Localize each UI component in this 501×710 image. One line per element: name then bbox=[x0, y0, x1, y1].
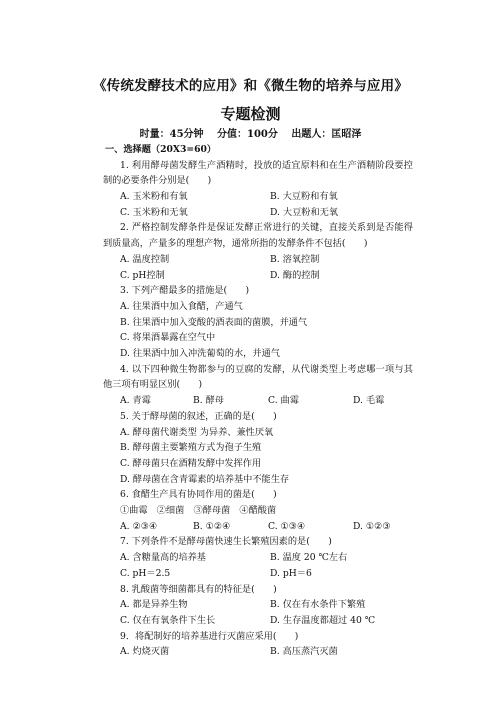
option-c: C. 玉米粉和无氧 bbox=[120, 206, 188, 218]
option-b: B. 溶氧控制 bbox=[270, 253, 320, 265]
question-2-options-ab bbox=[103, 252, 413, 268]
option-d: D. 毛霉 bbox=[353, 395, 385, 407]
option-b: B. 酵母 bbox=[193, 395, 224, 407]
option-d: D. 酶的控制 bbox=[270, 269, 320, 281]
question-list bbox=[103, 142, 413, 660]
question-7: 7. 下列条件不是酵母菌快速生长繁殖因素的是( ) bbox=[120, 536, 332, 548]
question-9-options-ab bbox=[103, 644, 413, 660]
question-6: 6. 食醋生产具有协同作用的菌是( ) bbox=[120, 489, 277, 501]
option-d: D. 往果酒中加入冲洗葡萄的水，并通气 bbox=[120, 348, 280, 360]
exam-score: 分值：100分 bbox=[217, 129, 278, 140]
exam-meta bbox=[0, 125, 501, 140]
document-subtitle: 专题检测 bbox=[220, 105, 281, 123]
option-c: C. pH＝2.5 bbox=[120, 567, 171, 579]
option-b: B. 温度 20 ℃左右 bbox=[270, 552, 348, 564]
question-7-options-cd bbox=[103, 566, 413, 582]
option-d: D. 酵母菌在含青霉素的培养基中不能生存 bbox=[120, 473, 290, 485]
option-a: A. 往果酒中加入食醋，产通气 bbox=[120, 300, 243, 312]
question-4: 4. 以下四种微生物都参与的豆腐的发酵，从代谢类型上考虑哪一项与其他三项有明显区别( ) bbox=[103, 363, 413, 391]
option-a: A. 玉米粉和有氧 bbox=[120, 191, 188, 203]
question-8: 8. 乳酸菌等细菌都具有的特征是( ) bbox=[120, 583, 277, 595]
option-c: C. 仅在有氧条件下生长 bbox=[120, 614, 216, 626]
option-a: A. 青霉 bbox=[120, 395, 151, 407]
option-d: D. 大豆粉和无氧 bbox=[270, 206, 339, 218]
question-3: 3. 下列产醋最多的措施是( ) bbox=[120, 285, 250, 297]
option-c: C. 将果酒暴露在空气中 bbox=[120, 332, 216, 344]
question-1-options-ab bbox=[103, 189, 413, 205]
option-d: D. pH＝6 bbox=[270, 567, 312, 579]
option-d: D. 生存温度都超过 40 ℃ bbox=[270, 614, 376, 626]
question-8-options-ab bbox=[103, 597, 413, 613]
exam-author: 出题人：匡昭泽 bbox=[291, 129, 362, 140]
option-c: C. 酵母菌只在酒精发酵中发挥作用 bbox=[120, 457, 262, 469]
option-b: B. 高压蒸汽灭菌 bbox=[270, 646, 338, 658]
option-d: D. ①②③ bbox=[353, 520, 391, 532]
question-2: 2. 严格控制发酵条件是保证发酵正常进行的关键，直接关系到是否能得到质量高，产量多的理想产物，通常所指的发酵条件不包括( ) bbox=[103, 222, 413, 250]
question-9: 9．将配制好的培养基进行灭菌应采用( ) bbox=[120, 630, 299, 642]
exam-time: 时量：45分钟 bbox=[139, 129, 204, 140]
question-6-options bbox=[103, 519, 413, 535]
option-b: B. 仅在有水条件下繁殖 bbox=[270, 599, 366, 611]
question-1-options-cd bbox=[103, 205, 413, 221]
option-a: A. 灼烧灭菌 bbox=[120, 646, 170, 658]
option-b: B. 酵母菌主要繁殖方式为孢子生殖 bbox=[120, 442, 262, 454]
question-7-options-ab bbox=[103, 550, 413, 566]
option-a: A. ②③④ bbox=[120, 520, 158, 532]
question-4-options bbox=[103, 393, 413, 409]
question-1: 1. 利用酵母菌发酵生产酒精时，投放的适宜原料和在生产酒精阶段要控制的必要条件分别是( ) bbox=[103, 159, 413, 187]
question-5: 5. 关于酵母菌的叙述，正确的是( ) bbox=[120, 410, 277, 422]
question-8-options-cd bbox=[103, 613, 413, 629]
option-b: B. ①②④ bbox=[193, 520, 231, 532]
option-a: A. 都是异养生物 bbox=[120, 599, 188, 611]
section-heading: 一、选择题（20X3=60） bbox=[105, 144, 217, 155]
option-a: A. 温度控制 bbox=[120, 253, 170, 265]
option-c: C. pH控制 bbox=[120, 269, 165, 281]
option-c: C. ①③④ bbox=[268, 520, 306, 532]
option-a: A. 酵母菌代谢类型 为异养、兼性厌氧 bbox=[120, 426, 274, 438]
question-6-items: ①曲霉 ②细菌 ③酵母菌 ④醋酸菌 bbox=[120, 505, 277, 517]
option-b: B. 往果酒中加入变酸的酒表面的菌膜，并通气 bbox=[120, 316, 308, 328]
question-2-options-cd bbox=[103, 268, 413, 284]
document-title: 《传统发酵技术的应用》和《微生物的培养与应用》 bbox=[92, 78, 409, 94]
option-a: A. 含糖量高的培养基 bbox=[120, 552, 206, 564]
option-b: B. 大豆粉和有氧 bbox=[270, 191, 338, 203]
option-c: C. 曲霉 bbox=[268, 395, 299, 407]
